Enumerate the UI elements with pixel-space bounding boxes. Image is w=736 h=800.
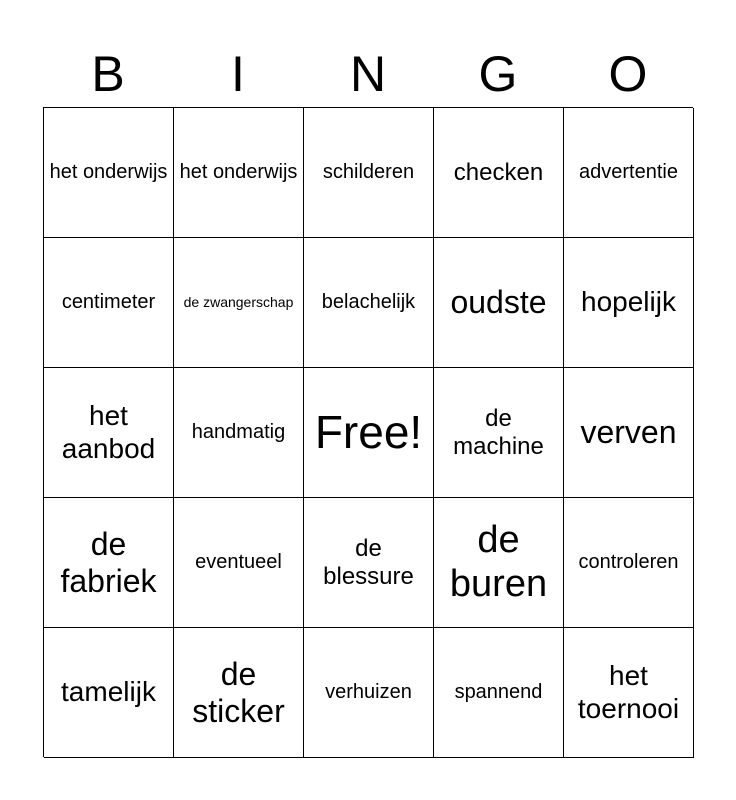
bingo-grid [43,107,693,757]
bingo-cell [44,628,174,758]
bingo-cell [304,108,434,238]
bingo-cell [304,238,434,368]
bingo-cell [44,108,174,238]
bingo-cell [304,498,434,628]
cell-text: oudste [450,284,547,321]
cell-text: de zwangerschap [183,294,294,311]
cell-text: Free! [314,406,423,459]
cell-text: handmatig [191,421,286,443]
header-letter-i: I [231,46,245,102]
cell-text: de machine [453,404,544,460]
cell-text: spannend [454,681,543,703]
cell-text: de blessure [323,534,414,590]
bingo-cell [174,368,304,498]
cell-text: het onderwijs [49,161,168,183]
cell-text: schilderen [322,161,415,183]
cell-text: checken [453,158,544,186]
cell-text: tamelijk [61,676,156,708]
bingo-cell [564,628,694,758]
bingo-cell [434,238,564,368]
cell-text: centimeter [61,291,156,313]
bingo-cell [564,368,694,498]
bingo-cell [304,628,434,758]
header-letter-g: G [478,46,518,102]
bingo-cell [44,238,174,368]
bingo-cell [564,498,694,628]
cell-text: verven [580,414,677,451]
cell-text: de sticker [192,655,285,729]
bingo-cell [174,628,304,758]
bingo-cell [174,498,304,628]
bingo-header [43,40,693,108]
bingo-cell [174,238,304,368]
header-letter-o: O [608,46,648,102]
bingo-cell [434,628,564,758]
bingo-cell [564,108,694,238]
cell-text: verhuizen [325,681,412,703]
bingo-cell [434,498,564,628]
header-letter-n: N [349,46,387,102]
cell-text: hopelijk [581,286,676,318]
cell-text: het toernooi [577,660,680,724]
cell-text: het onderwijs [179,161,298,183]
bingo-cell [44,368,174,498]
cell-text: het aanbod [61,400,156,464]
cell-text: advertentie [579,161,678,183]
cell-text: belachelijk [321,291,416,313]
bingo-cell [174,108,304,238]
header-letter-b: B [91,46,125,102]
bingo-cell [434,108,564,238]
cell-text: de buren [449,518,548,605]
cell-text: de fabriek [60,525,157,599]
free-cell [304,368,434,498]
cell-text: eventueel [195,551,282,573]
bingo-cell [44,498,174,628]
bingo-cell [564,238,694,368]
cell-text: controleren [578,551,679,573]
bingo-cell [434,368,564,498]
